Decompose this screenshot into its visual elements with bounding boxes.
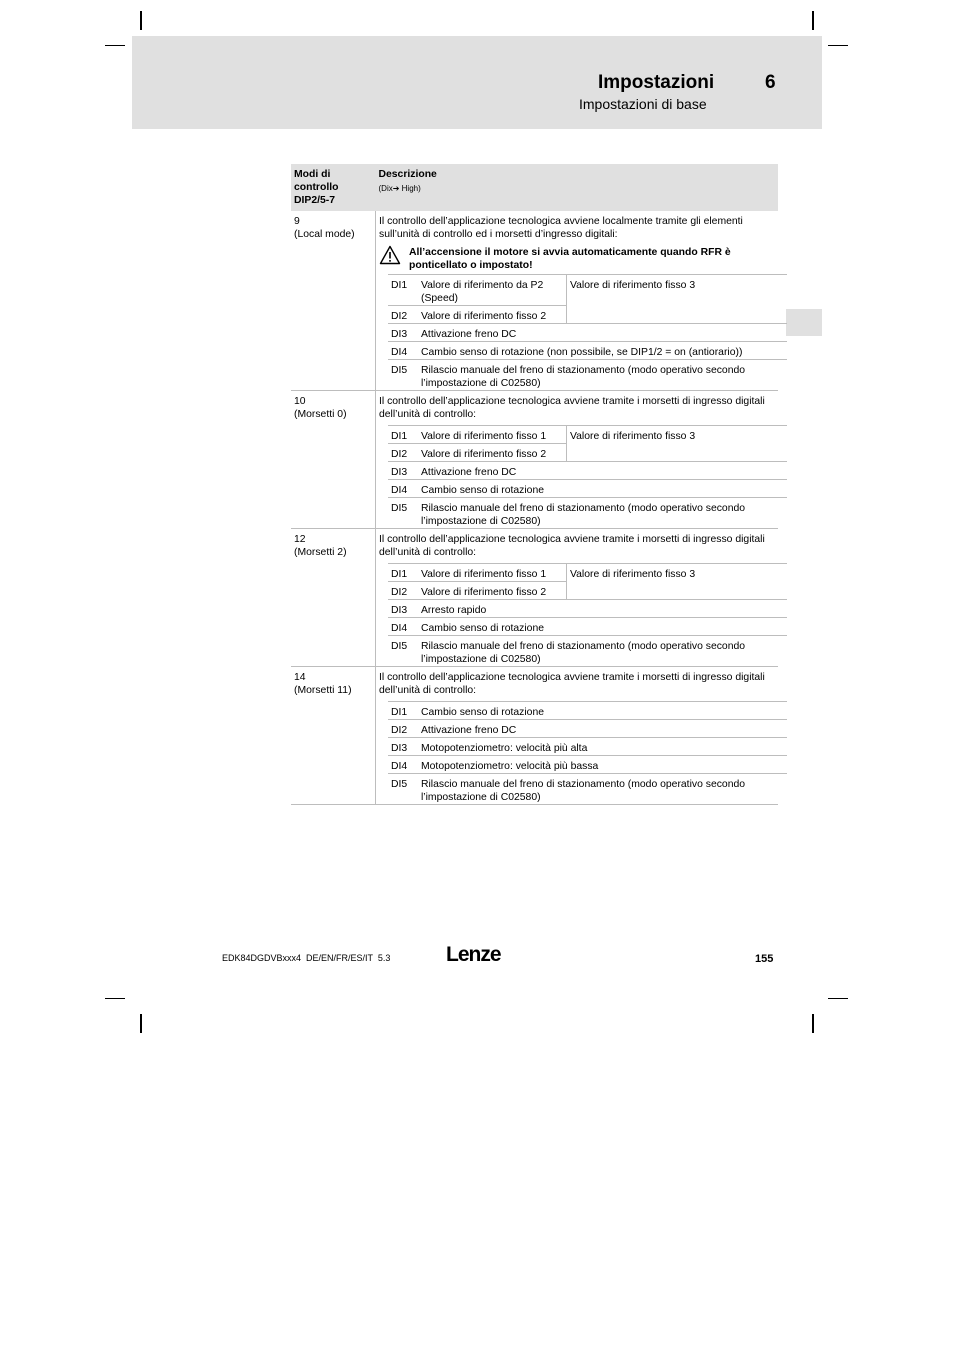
di-function: Cambio senso di rotazione (418, 702, 787, 720)
mode-cell (291, 529, 376, 667)
di-combined-function: Valore di riferimento fisso 3 (567, 426, 788, 462)
mode-cell (291, 391, 376, 529)
crop-mark (828, 45, 848, 46)
di-function: Valore di riferimento fisso 1 (418, 426, 567, 444)
di-combined-function: Valore di riferimento fisso 3 (567, 275, 788, 324)
table-row (291, 211, 778, 391)
mode-name: (Morsetti 11) (294, 685, 352, 696)
warning-triangle-icon (379, 245, 409, 269)
di-label: DI4 (388, 480, 418, 498)
table-row (388, 360, 787, 391)
table-row (388, 600, 787, 618)
table-row (388, 738, 787, 756)
page-number: 155 (755, 953, 774, 965)
col-header-description-label: Descrizione (378, 169, 437, 180)
col-header-modes (291, 164, 376, 211)
crop-mark (812, 11, 814, 30)
description-cell (376, 211, 779, 391)
table-row (388, 342, 787, 360)
di-function: Rilascio manuale del freno di stazionamento (modo operativo secondo l’impostazione di C02580) (418, 498, 787, 529)
mode-name: (Morsetti 0) (294, 409, 347, 420)
di-function: Motopotenziometro: velocità più alta (418, 738, 787, 756)
di-function: Valore di riferimento fisso 2 (418, 306, 567, 324)
table-row (388, 480, 787, 498)
di-function: Motopotenziometro: velocità più bassa (418, 756, 787, 774)
di-label: DI5 (388, 360, 418, 391)
col-header-modes-label: Modi di controllo DIP2/5-7 (294, 169, 339, 206)
di-label: DI2 (388, 306, 418, 324)
table-row (291, 391, 778, 529)
table-row (388, 756, 787, 774)
chapter-side-tab (786, 309, 822, 336)
table-row (388, 720, 787, 738)
footer-doc-code: EDK84DGDVBxxx4 DE/EN/FR/ES/IT 5.3 (222, 953, 391, 963)
di-combined-function: Valore di riferimento fisso 3 (567, 564, 788, 600)
di-function: Rilascio manuale del freno di stazionamento (modo operativo secondo l’impostazione di C02580) (418, 636, 787, 667)
di-label: DI1 (388, 564, 418, 582)
table-row (388, 774, 787, 805)
di-function: Rilascio manuale del freno di stazionamento (modo operativo secondo l’impostazione di C02580) (418, 774, 787, 805)
mode-number: 14 (294, 672, 306, 683)
col-header-description (376, 164, 779, 211)
crop-mark (105, 998, 125, 999)
table-row (388, 462, 787, 480)
digital-inputs-table (388, 274, 787, 390)
table-row (388, 426, 787, 444)
chapter-title: Impostazioni (598, 72, 715, 93)
table-row (291, 529, 778, 667)
table-row (388, 498, 787, 529)
table-row (388, 618, 787, 636)
mode-intro: Il controllo dell’applicazione tecnologica avviene localmente tramite gli elementi sull’unità di controllo ed i morsetti d’ingresso digitali: (379, 216, 743, 240)
crop-mark (140, 1014, 142, 1033)
warning-text: All’accensione il motore si avvia automaticamente quando RFR è ponticellato o impostato! (409, 247, 731, 271)
mode-intro: Il controllo dell’applicazione tecnologica avviene tramite i morsetti di ingresso digitali dell’unità di controllo: (379, 672, 765, 696)
description-cell (376, 391, 779, 529)
table-header-row (291, 164, 778, 211)
table-row (388, 702, 787, 720)
description-cell (376, 667, 779, 805)
digital-inputs-table (388, 425, 787, 528)
col-header-description-sub: (Dix➔ High) (378, 184, 421, 193)
table-row (388, 564, 787, 582)
warning-note (379, 245, 775, 272)
di-function: Cambio senso di rotazione (non possibile, se DIP1/2 = on (antiorario)) (418, 342, 787, 360)
mode-intro: Il controllo dell’applicazione tecnologica avviene tramite i morsetti di ingresso digitali dell’unità di controllo: (379, 396, 765, 420)
mode-number: 9 (294, 216, 300, 227)
di-label: DI1 (388, 702, 418, 720)
di-label: DI2 (388, 444, 418, 462)
header-band (132, 36, 822, 129)
digital-inputs-table (388, 563, 787, 666)
di-label: DI4 (388, 618, 418, 636)
mode-name: (Local mode) (294, 229, 355, 240)
di-label: DI2 (388, 582, 418, 600)
mode-number: 12 (294, 534, 306, 545)
di-label: DI4 (388, 756, 418, 774)
di-function: Valore di riferimento fisso 2 (418, 582, 567, 600)
mode-cell (291, 667, 376, 805)
description-cell (376, 529, 779, 667)
di-label: DI3 (388, 600, 418, 618)
crop-mark (828, 998, 848, 999)
di-function: Attivazione freno DC (418, 720, 787, 738)
table-row (388, 636, 787, 667)
di-function: Attivazione freno DC (418, 324, 787, 342)
mode-cell (291, 211, 376, 391)
di-label: DI5 (388, 636, 418, 667)
section-subtitle: Impostazioni di base (579, 96, 707, 112)
di-label: DI5 (388, 774, 418, 805)
di-function: Valore di riferimento fisso 2 (418, 444, 567, 462)
crop-mark (140, 11, 142, 30)
di-function: Cambio senso di rotazione (418, 618, 787, 636)
di-label: DI1 (388, 275, 418, 306)
di-label: DI1 (388, 426, 418, 444)
di-function: Valore di riferimento fisso 1 (418, 564, 567, 582)
di-label: DI3 (388, 738, 418, 756)
table-row (388, 275, 787, 306)
di-function: Arresto rapido (418, 600, 787, 618)
di-function: Attivazione freno DC (418, 462, 787, 480)
di-label: DI5 (388, 498, 418, 529)
di-function: Cambio senso di rotazione (418, 480, 787, 498)
di-function: Rilascio manuale del freno di stazionamento (modo operativo secondo l’impostazione di C02580) (418, 360, 787, 391)
di-label: DI4 (388, 342, 418, 360)
mode-intro: Il controllo dell’applicazione tecnologica avviene tramite i morsetti di ingresso digitali dell’unità di controllo: (379, 534, 765, 558)
table-row (291, 667, 778, 805)
digital-inputs-table (388, 701, 787, 804)
di-function: Valore di riferimento da P2 (Speed) (418, 275, 567, 306)
mode-name: (Morsetti 2) (294, 547, 347, 558)
chapter-number: 6 (765, 72, 776, 93)
di-label: DI2 (388, 720, 418, 738)
control-modes-table (291, 164, 778, 805)
crop-mark (812, 1014, 814, 1033)
di-label: DI3 (388, 324, 418, 342)
mode-number: 10 (294, 396, 306, 407)
table-row (388, 324, 787, 342)
lenze-logo: Lenze (446, 943, 501, 966)
crop-mark (105, 45, 125, 46)
di-label: DI3 (388, 462, 418, 480)
